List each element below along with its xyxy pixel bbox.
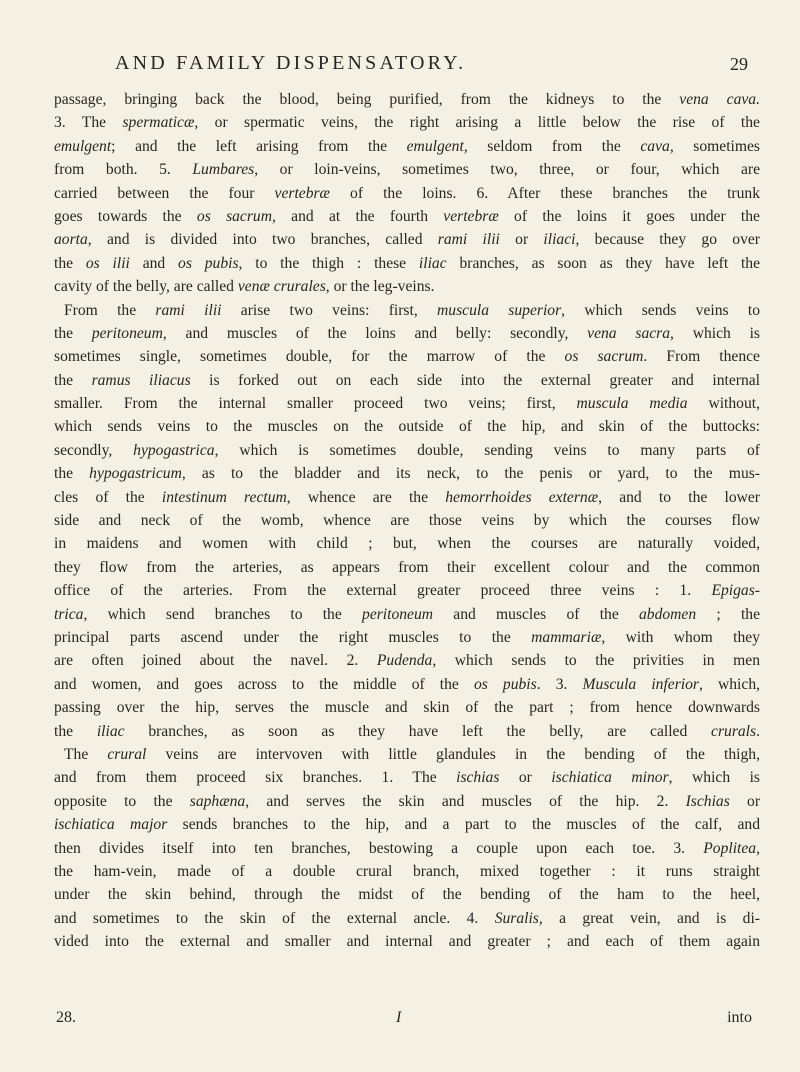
page-footer: [56, 1009, 756, 1033]
text-run: , which is: [668, 769, 760, 787]
text-run: the: [54, 465, 90, 483]
text-line: [54, 299, 760, 322]
text-run: , which sends to the privities in men: [432, 652, 760, 670]
italic-term: peritoneum: [91, 324, 163, 342]
italic-term: iliac: [418, 254, 447, 272]
text-line: [54, 673, 760, 696]
text-run: , and is divided into two branches, called: [87, 231, 438, 249]
text-run: From the: [64, 301, 156, 319]
text-run: the: [54, 722, 97, 740]
text-run: sometimes single, sometimes double, for the marrow of the: [54, 348, 565, 366]
text-run: of the loins it goes under the: [498, 207, 760, 225]
text-line: [54, 415, 760, 438]
text-line: [54, 556, 760, 579]
italic-term: iliac: [96, 722, 125, 740]
text-line: [54, 322, 760, 345]
italic-term: hypogastrica: [133, 441, 215, 459]
italic-term: venæ crurales: [237, 278, 326, 296]
text-run: of the loins. 6. After these branches the trunk: [329, 184, 760, 202]
text-run: opposite to the: [54, 792, 190, 810]
text-run: cles of the: [54, 488, 162, 506]
text-run: , or loin-veins, sometimes two, three, or four, which are: [254, 161, 760, 179]
italic-term: Muscula inferior: [582, 675, 699, 693]
italic-term: spermaticæ: [122, 114, 195, 132]
text-line: [54, 439, 760, 462]
italic-term: emulgent: [54, 137, 112, 155]
text-run: , with whom they: [601, 628, 760, 646]
text-run: cavity of the belly, are called: [54, 278, 238, 296]
italic-term: Lumbares: [192, 161, 255, 179]
italic-term: crural: [107, 745, 147, 763]
text-line: [54, 579, 760, 602]
text-line: [54, 766, 760, 789]
text-run: , a great vein, and is di-: [538, 909, 760, 927]
text-run: 3. The: [54, 114, 123, 132]
italic-term: mammariæ: [531, 628, 602, 646]
text-run: the: [54, 371, 92, 389]
text-run: , to the thigh : these: [238, 254, 419, 272]
text-line: [54, 509, 760, 532]
text-line: [54, 252, 760, 275]
text-line: [54, 532, 760, 555]
text-line: [54, 837, 760, 860]
italic-term: rami ilii: [155, 301, 222, 319]
text-run: secondly,: [54, 441, 134, 459]
text-run: arise two veins: first,: [221, 301, 438, 319]
text-line: [54, 392, 760, 415]
text-run: veins are intervoven with little glandules in the bending of the thigh,: [146, 745, 760, 763]
italic-term: os pubis: [473, 675, 537, 693]
text-line: [54, 790, 760, 813]
text-run: , and muscles of the loins and belly: secondly,: [162, 324, 588, 342]
text-run: , and serves the skin and muscles of the hip. 2.: [245, 792, 686, 810]
text-run: , or the leg-veins.: [325, 278, 435, 296]
text-run: then divides itself into ten branches, bestowing a couple upon each toe. 3.: [54, 839, 704, 857]
italic-term: os pubis: [178, 254, 239, 272]
italic-term: cava: [640, 137, 670, 155]
text-run: , which,: [699, 675, 760, 693]
italic-term: ischias: [456, 769, 500, 787]
italic-term: Pudenda: [376, 652, 433, 670]
text-run: , which is: [670, 324, 760, 342]
italic-term: vertebræ: [443, 207, 499, 225]
italic-term: abdomen: [638, 605, 697, 623]
italic-term: trica: [54, 605, 84, 623]
text-line: [54, 158, 760, 181]
text-run: which sends veins to the muscles on the outside of the hip, and skin of the buttocks:: [54, 418, 760, 436]
running-title: AND FAMILY DISPENSATORY.: [115, 52, 467, 74]
italic-term: hypogastricum: [89, 465, 182, 483]
text-run: vided into the external and smaller and internal and greater ; and each of them again: [54, 933, 760, 951]
text-run: sends branches to the hip, and a part to the muscles of the calf, and: [167, 816, 760, 834]
text-run: and from them proceed six branches. 1. The: [54, 769, 457, 787]
text-run: passing over the hip, serves the muscle and skin of the part ; from hence downwards: [54, 699, 760, 717]
text-run: in maidens and women with child ; but, when the courses are naturally voided,: [54, 535, 760, 553]
text-run: The: [64, 745, 108, 763]
text-run: ; and the left arising from the: [111, 137, 407, 155]
text-run: , whence are the: [286, 488, 446, 506]
text-run: or: [729, 792, 760, 810]
italic-term: vertebræ: [274, 184, 330, 202]
text-run: is forked out on each side into the external greater and internal: [190, 371, 760, 389]
text-run: , and at the fourth: [271, 207, 444, 225]
text-run: . From thence: [643, 348, 760, 366]
italic-term: intestinum rectum: [161, 488, 287, 506]
text-line: [54, 135, 760, 158]
text-line: [54, 696, 760, 719]
text-line: [54, 486, 760, 509]
text-run: without,: [687, 395, 760, 413]
text-run: branches, as soon as they have left the belly, are called: [124, 722, 712, 740]
catchword: into: [727, 1009, 752, 1026]
text-line: [54, 462, 760, 485]
text-run: they flow from the arteries, as appears from their excellent colour and the common: [54, 558, 760, 576]
text-run: side and neck of the womb, whence are those veins by which the courses flow: [54, 512, 760, 530]
text-run: the ham-vein, made of a double crural branch, mixed together : it runs straight: [54, 862, 760, 880]
text-run: branches, as soon as they have left the: [446, 254, 760, 272]
text-line: [54, 720, 760, 743]
italic-term: vena cava.: [679, 91, 760, 108]
italic-term: emulgent: [406, 137, 464, 155]
italic-term: os ilii: [85, 254, 130, 272]
text-line: [54, 228, 760, 251]
italic-term: vena sacra: [587, 324, 671, 342]
text-line: [54, 649, 760, 672]
italic-term: ischiatica major: [54, 816, 168, 834]
text-line: [54, 883, 760, 906]
text-line: [54, 275, 760, 298]
text-line: [54, 860, 760, 883]
italic-term: crurals: [711, 722, 757, 740]
text-run: goes towards the: [54, 207, 197, 225]
text-run: the: [54, 254, 86, 272]
text-line: [54, 111, 760, 134]
italic-term: muscula media: [576, 395, 688, 413]
text-line: [54, 813, 760, 836]
text-line: [54, 182, 760, 205]
text-run: and: [129, 254, 179, 272]
text-run: principal parts ascend under the right muscles to the: [54, 628, 532, 646]
text-line: [54, 930, 760, 953]
running-head: [70, 52, 750, 80]
italic-term: Suralis: [494, 909, 539, 927]
text-run: are often joined about the navel. 2.: [54, 652, 377, 670]
italic-term: rami ilii: [437, 231, 500, 249]
text-run: , or spermatic veins, the right arising a little below the rise of the: [194, 114, 760, 132]
text-line: [54, 369, 760, 392]
text-run: passage, bringing back the blood, being purified, from the kidneys to the: [54, 91, 680, 108]
text-run: , which send branches to the: [83, 605, 363, 623]
text-run: and sometimes to the skin of the external ancle. 4.: [54, 909, 495, 927]
text-line: [54, 626, 760, 649]
italic-term: Poplitea: [703, 839, 757, 857]
page-number: 29: [730, 54, 748, 74]
text-run: under the skin behind, through the midst of the bending of the ham to the heel,: [54, 886, 760, 904]
italic-term: peritoneum: [362, 605, 434, 623]
text-run: ,: [756, 839, 760, 857]
text-line: [54, 603, 760, 626]
text-run: or: [499, 231, 544, 249]
text-run: .: [756, 722, 760, 740]
text-run: office of the arteries. From the external greater proceed three veins : 1.: [54, 582, 712, 600]
italic-term: Epigas-: [711, 582, 760, 600]
italic-term: os sacrum: [196, 207, 272, 225]
text-line: [54, 88, 760, 111]
text-line: [54, 907, 760, 930]
italic-term: musculа superior: [437, 301, 562, 319]
italic-term: Ischias: [685, 792, 730, 810]
text-run: , and to the lower: [598, 488, 760, 506]
text-run: from both. 5.: [54, 161, 193, 179]
italic-term: saphæna: [189, 792, 246, 810]
italic-term: os sacrum: [564, 348, 644, 366]
text-run: , which is sometimes double, sending veins to many parts of: [214, 441, 760, 459]
text-run: and muscles of the: [433, 605, 639, 623]
italic-term: ramus iliacus: [91, 371, 191, 389]
signature-mark: I: [396, 1009, 402, 1026]
body-text: [54, 88, 760, 953]
text-run: the: [54, 324, 92, 342]
text-run: and women, and goes across to the middle of the: [54, 675, 474, 693]
text-run: , seldom from the: [463, 137, 641, 155]
text-run: smaller. From the internal smaller proceed two veins; first,: [54, 395, 577, 413]
text-run: , sometimes: [669, 137, 760, 155]
text-run: ; the: [696, 605, 760, 623]
text-run: , because they go over: [575, 231, 760, 249]
text-line: [54, 205, 760, 228]
text-line: [54, 743, 760, 766]
text-run: carried between the four: [54, 184, 275, 202]
italic-term: aorta: [54, 231, 88, 249]
italic-term: ischiatica minor: [551, 769, 669, 787]
text-run: . 3.: [536, 675, 583, 693]
text-run: or: [499, 769, 552, 787]
text-run: , as to the bladder and its neck, to the penis or yard, to the mus-: [181, 465, 760, 483]
text-line: [54, 345, 760, 368]
italic-term: iliaci: [543, 231, 576, 249]
signature-number: 28.: [56, 1009, 76, 1026]
italic-term: hemorrhoides externæ: [445, 488, 599, 506]
text-run: , which sends veins to: [561, 301, 760, 319]
